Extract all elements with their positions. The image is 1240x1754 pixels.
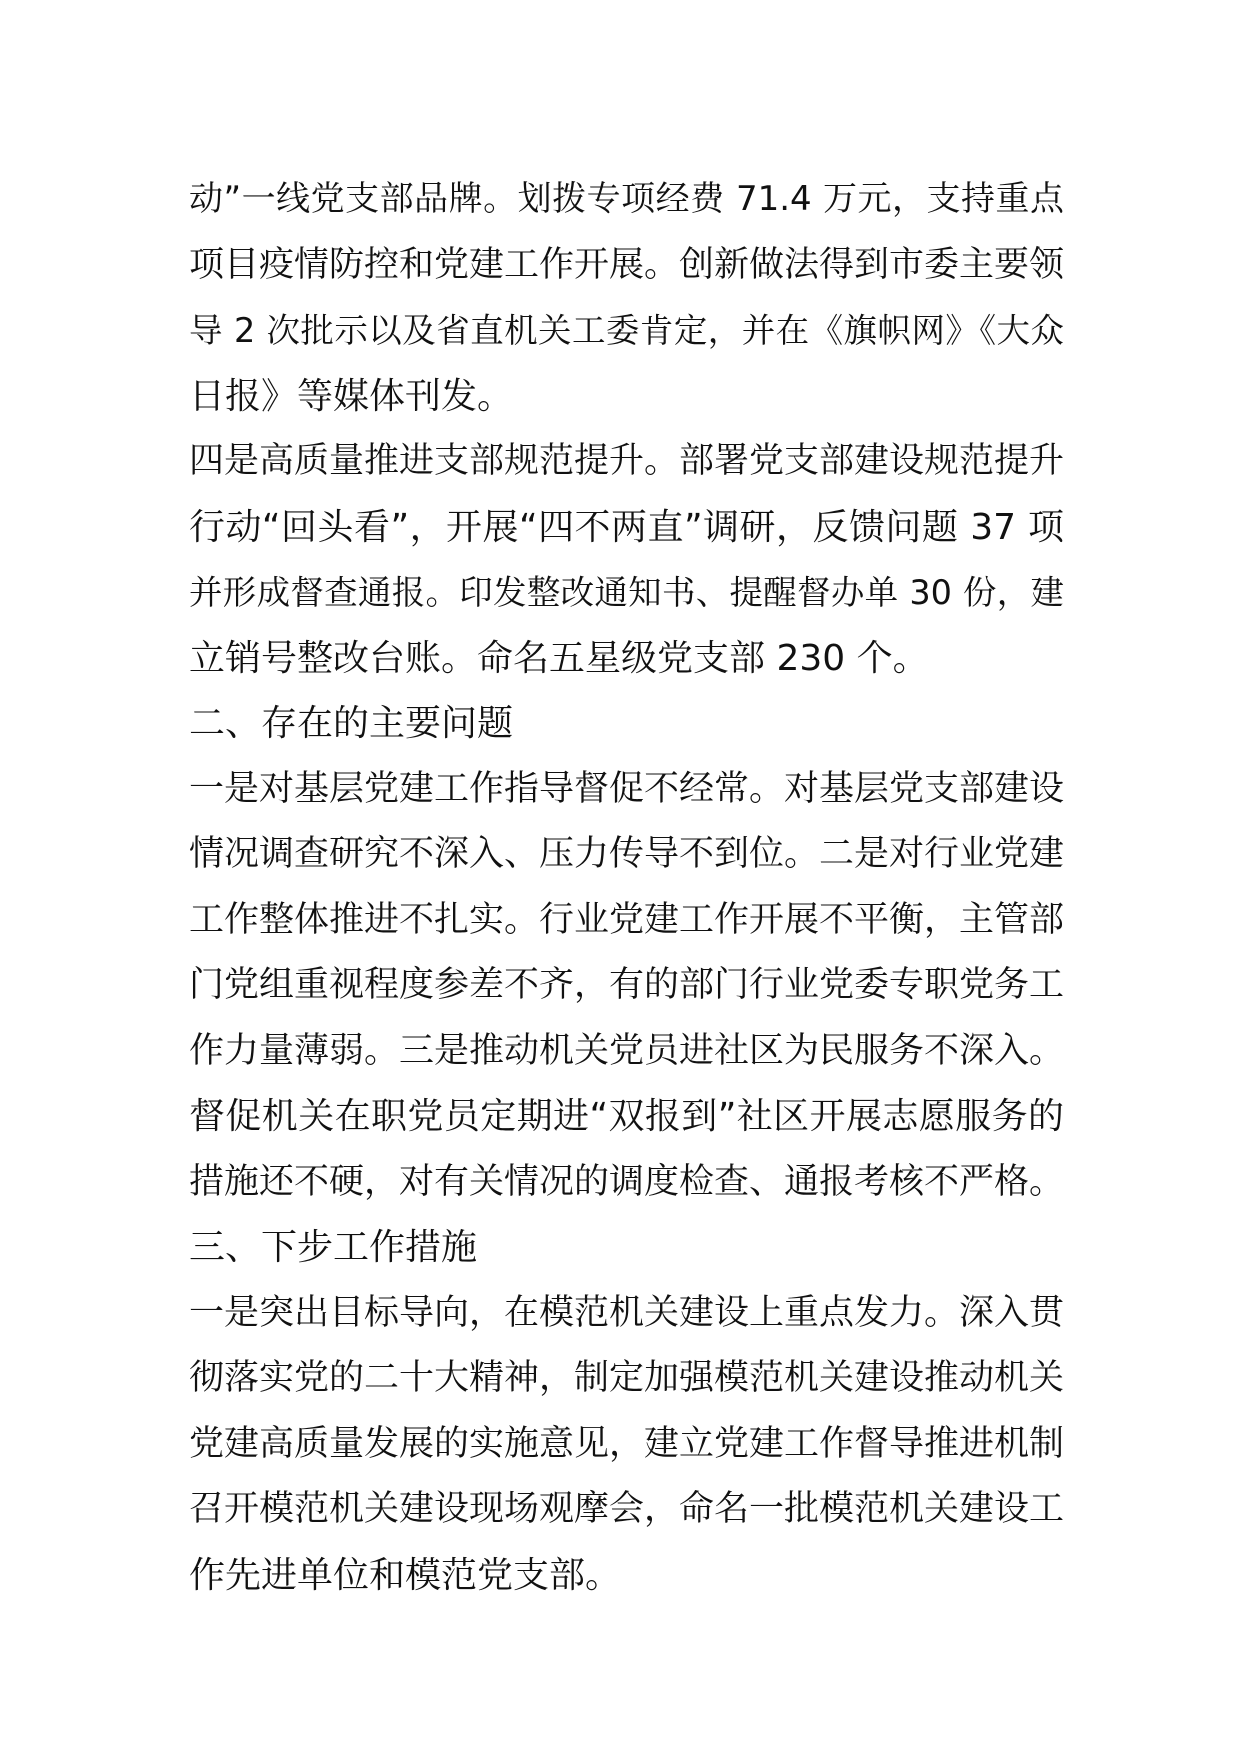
text-line: 并形成督查通报。印发整改通知书、提醒督办单 30 份，建	[189, 573, 1064, 612]
text-line: 一是突出目标导向，在模范机关建设上重点发力。深入贯	[189, 1292, 1065, 1333]
section-heading: 二、存在的主要问题	[189, 703, 514, 744]
text-line: 作先进单位和模范党支部。	[189, 1554, 622, 1596]
text-line: 项目疫情防控和党建工作开展。创新做法得到市委主要领	[189, 244, 1065, 285]
text-line: 动”一线党支部品牌。划拨专项经费 71.4 万元，支持重点	[189, 179, 1064, 219]
text-line: 召开模范机关建设现场观摩会，命名一批模范机关建设工	[189, 1489, 1065, 1529]
text-line: 立销号整改台账。命名五星级党支部 230 个。	[189, 637, 929, 679]
section-heading: 三、下步工作措施	[189, 1227, 478, 1268]
text-line: 党建高质量发展的实施意见，建立党建工作督导推进机制	[189, 1423, 1065, 1464]
text-line: 督促机关在职党员定期进“双报到”社区开展志愿服务的	[189, 1096, 1064, 1137]
text-line: 工作整体推进不扎实。行业党建工作开展不平衡，主管部	[189, 899, 1065, 940]
text-line: 作力量薄弱。三是推动机关党员进社区为民服务不深入。	[189, 1030, 1065, 1071]
text-line: 导 2 次批示以及省直机关工委肯定，并在《旗帜网》《大众	[189, 311, 1064, 350]
text-line: 四是高质量推进支部规范提升。部署党支部建设规范提升	[189, 441, 1065, 481]
text-line: 行动“回头看”，开展“四不两直”调研，反馈问题 37 项	[189, 506, 1064, 548]
text-line: 门党组重视程度参差不齐，有的部门行业党委专职党务工	[189, 965, 1065, 1005]
document-page	[189, 167, 1064, 1608]
text-line: 日报》等媒体刊发。	[189, 375, 514, 417]
text-line: 彻落实党的二十大精神，制定加强模范机关建设推动机关	[189, 1358, 1065, 1398]
text-line: 情况调查研究不深入、压力传导不到位。二是对行业党建	[189, 834, 1065, 874]
text-line: 一是对基层党建工作指导督促不经常。对基层党支部建设	[189, 768, 1065, 809]
text-line: 措施还不硬，对有关情况的调度检查、通报考核不严格。	[189, 1161, 1065, 1202]
